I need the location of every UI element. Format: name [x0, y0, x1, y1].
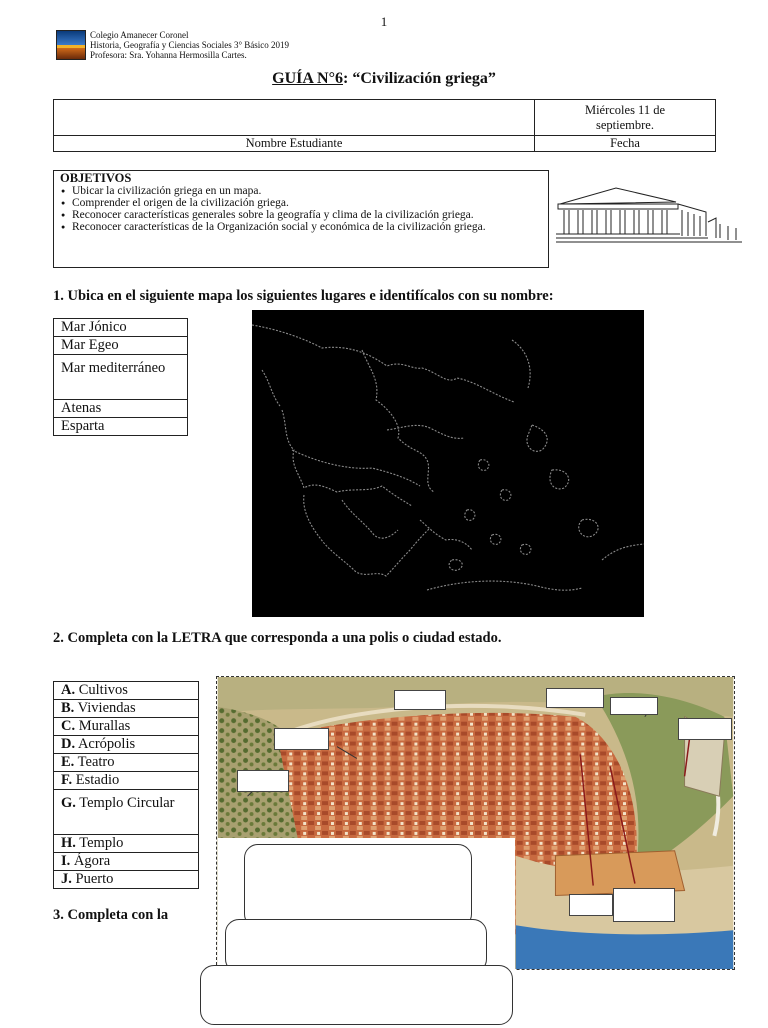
objective-item: ● Comprender el origen de la civilización griega.	[72, 197, 544, 209]
polis-item: E. Teatro	[54, 754, 199, 772]
polis-item: H. Templo	[54, 835, 199, 853]
place-item: Mar mediterráneo	[54, 355, 188, 400]
polis-item: A. Cultivos	[54, 682, 199, 700]
objective-item: ● Reconocer características de la Organización social y económica de la civilización griega.	[72, 221, 544, 233]
place-item: Atenas	[54, 400, 188, 418]
question-3: 3. Completa con la	[53, 907, 169, 923]
school-logo	[56, 30, 86, 60]
guide-subject: : “Civilización griega”	[343, 70, 496, 87]
guide-number: GUÍA N°6	[272, 70, 343, 87]
greece-map[interactable]	[252, 310, 644, 617]
student-name-label: Nombre Estudiante	[54, 136, 535, 152]
course-name: Historia, Geografía y Ciencias Sociales 3° Básico 2019	[90, 40, 290, 50]
place-item: Mar Jónico	[54, 319, 188, 337]
page-number: 1	[380, 14, 388, 29]
school-header	[90, 30, 289, 60]
date-label: Fecha	[535, 136, 716, 152]
polis-item: G. Templo Circular	[54, 790, 199, 835]
question-2: 2. Completa con la LETRA que corresponda a una polis o ciudad estado.	[53, 630, 502, 646]
answer-box[interactable]	[569, 894, 613, 916]
answer-box[interactable]	[546, 688, 604, 708]
place-item: Esparta	[54, 418, 188, 436]
polis-item: I. Ágora	[54, 853, 199, 871]
school-name: Colegio Amanecer Coronel	[90, 30, 189, 40]
answer-box[interactable]	[610, 697, 658, 715]
place-item: Mar Egeo	[54, 337, 188, 355]
answer-box[interactable]	[394, 690, 446, 710]
answer-box[interactable]	[613, 888, 675, 922]
parthenon-icon	[556, 182, 744, 246]
date-value: Miércoles 11 de septiembre.	[535, 100, 716, 136]
polis-item: F. Estadio	[54, 772, 199, 790]
answer-box[interactable]	[237, 770, 289, 792]
polis-item: J. Puerto	[54, 871, 199, 889]
polis-item: C. Murallas	[54, 718, 199, 736]
student-name-field[interactable]	[54, 100, 535, 136]
answer-panel[interactable]	[200, 965, 513, 1025]
objective-item: ● Reconocer características generales sobre la geografía y clima de la civilización griega.	[72, 209, 544, 221]
answer-box[interactable]	[678, 718, 732, 740]
polis-item: B. Viviendas	[54, 700, 199, 718]
student-info-table	[53, 99, 716, 152]
objectives-heading: OBJETIVOS	[60, 171, 132, 185]
objective-item: ● Ubicar la civilización griega en un mapa.	[72, 185, 544, 197]
places-table	[53, 318, 188, 436]
polis-parts-table	[53, 681, 199, 889]
answer-box[interactable]	[274, 728, 329, 750]
answer-panel[interactable]	[244, 844, 472, 928]
teacher-name: Profesora: Sra. Yohanna Hermosilla Cartes.	[90, 50, 247, 60]
objectives-box	[53, 170, 549, 268]
polis-item: D. Acrópolis	[54, 736, 199, 754]
page-title	[0, 70, 768, 88]
question-1: 1. Ubica en el siguiente mapa los siguientes lugares e identifícalos con su nombre:	[53, 288, 554, 304]
